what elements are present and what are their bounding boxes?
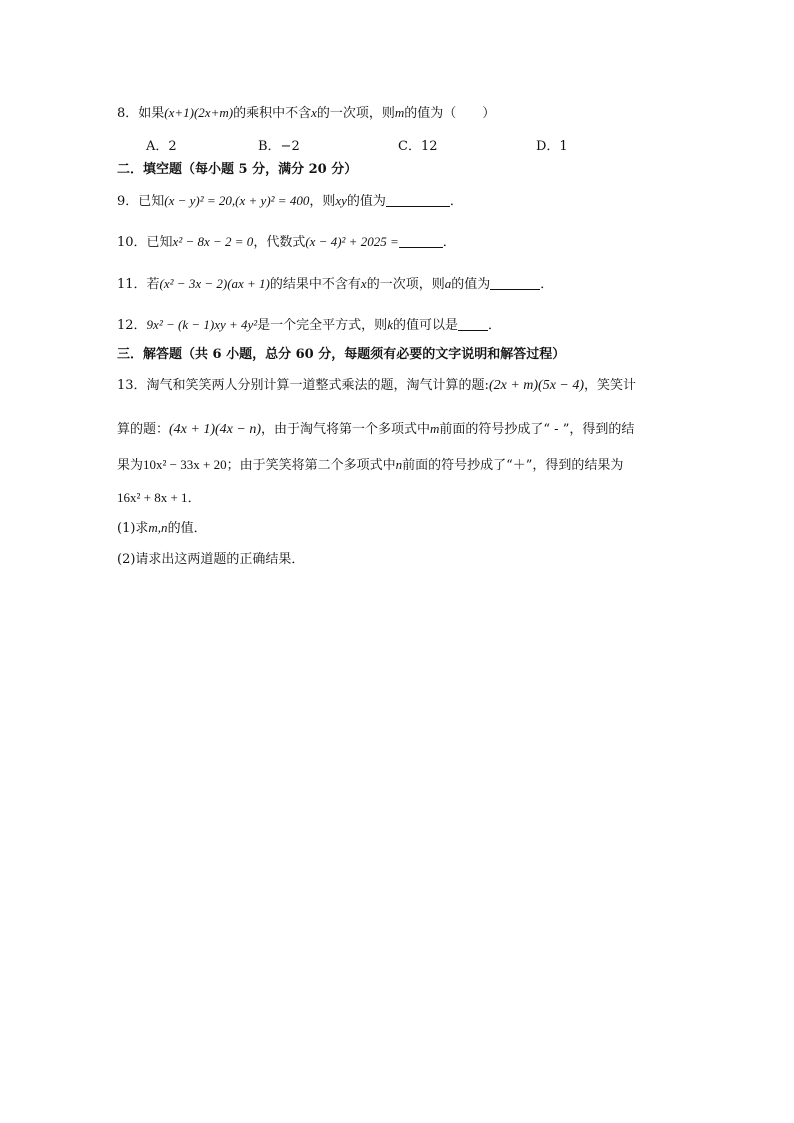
question-13-line-4 — [117, 489, 201, 508]
q13-part1-variables: m,n — [148, 520, 168, 535]
q8-option-b: B．−2 — [258, 139, 300, 154]
q12-end: ． — [487, 318, 501, 333]
q10-answer-blank[interactable] — [399, 235, 443, 248]
question-12 — [117, 316, 501, 335]
q13-line3-text: 果为 — [117, 458, 144, 473]
q12-answer-blank[interactable] — [458, 318, 488, 331]
q8-expression: (x+1)(2x+m) — [164, 105, 234, 120]
q9-prefix: 9．已知 — [117, 194, 165, 209]
q11-end: ． — [540, 277, 554, 292]
q9-suffix: 的值为 — [346, 194, 386, 209]
q13-line2-text: 算的题： — [117, 422, 170, 437]
question-8 — [117, 104, 495, 123]
q9-expression: (x − y)² = 20,(x + y)² = 400 — [164, 193, 310, 208]
q8-prefix: 8．如果 — [117, 106, 165, 121]
q11-suffix: 的值为 — [451, 277, 491, 292]
q8-text-2: 的一次项，则 — [316, 106, 395, 121]
q11-text-2: 的一次项，则 — [366, 277, 445, 292]
q8-option-d: D．1 — [536, 139, 568, 154]
q10-expression-2: (x − 4)² + 2025 = — [305, 234, 399, 249]
q8-variable: x — [311, 105, 317, 120]
question-9 — [117, 192, 463, 211]
q8-suffix: 的值为（ ） — [404, 106, 496, 121]
q13-line1-expression: (2x + m)(5x − 4) — [488, 378, 585, 393]
q13-line1-suffix: ，笑笑计 — [584, 378, 637, 393]
section-3-heading: 三．解答题（共 6 小题，总分 60 分，每题须有必要的文字说明和解答过程） — [117, 347, 566, 362]
q13-line1-text: 13．淘气和笑笑两人分别计算一道整式乘法的题，淘气计算的题: — [117, 378, 489, 393]
question-13-line-1 — [117, 377, 636, 395]
q9-end: ． — [449, 194, 463, 209]
q13-line3-expression: 10x² − 33x + 20 — [143, 457, 227, 472]
q13-line2-expression: (4x + 1)(4x − n) — [169, 422, 261, 437]
q13-line3-variable: n — [395, 457, 403, 472]
q13-line4-expression: 16x² + 8x + 1 — [117, 490, 188, 505]
question-11 — [117, 275, 553, 294]
q12-variable: k — [387, 317, 393, 332]
q11-answer-blank[interactable] — [490, 277, 540, 290]
question-10 — [117, 233, 456, 252]
question-13-line-2 — [117, 420, 634, 439]
q12-prefix: 12． — [117, 318, 147, 333]
q12-suffix: 的值可以是 — [392, 318, 458, 333]
question-13-part-2: (2)请求出这两道题的正确结果． — [117, 552, 305, 567]
q10-prefix: 10．已知 — [117, 235, 173, 250]
q11-variable-2: a — [444, 276, 452, 291]
q10-expression: x² − 8x − 2 = 0 — [172, 234, 254, 249]
q8-text: 的乘积中不含 — [233, 106, 312, 121]
q10-end: ． — [442, 235, 456, 250]
q11-expression: (x² − 3x − 2)(ax + 1) — [159, 276, 270, 291]
q8-option-a: A．2 — [146, 139, 177, 154]
q8-option-c: C．12 — [398, 139, 438, 154]
q11-text: 的结果中不含有 — [269, 277, 361, 292]
q13-line2-variable: m — [430, 421, 440, 436]
q11-prefix: 11．若 — [117, 277, 160, 292]
q13-line3-suffix: 前面的符号抄成了“＋”，得到的结果为 — [402, 458, 624, 473]
q12-expression: 9x² − (k − 1)xy + 4y² — [146, 317, 258, 332]
section-2-heading: 二．填空题（每小题 5 分，满分 20 分） — [117, 162, 358, 177]
q13-part1-prefix: (1)求 — [117, 521, 149, 536]
q13-line4-end: ． — [187, 491, 201, 506]
q12-text: 是一个完全平方式，则 — [257, 318, 388, 333]
question-13-part-1 — [117, 519, 207, 538]
q13-part1-suffix: 的值． — [167, 521, 207, 536]
q10-text: ，代数式 — [253, 235, 306, 250]
question-13-line-3 — [117, 456, 623, 475]
q13-line3-mid: ；由于笑笑将第二个多项式中 — [226, 458, 396, 473]
q9-answer-blank[interactable] — [386, 194, 450, 207]
q13-line2-mid: ，由于淘气将第一个多项式中 — [261, 422, 431, 437]
q13-line2-suffix: 前面的符号抄成了“ - ”，得到的结 — [439, 422, 635, 437]
q9-variable: xy — [335, 193, 347, 208]
q8-variable-2: m — [394, 105, 405, 120]
q9-text: ，则 — [309, 194, 336, 209]
q11-variable: x — [360, 276, 367, 291]
